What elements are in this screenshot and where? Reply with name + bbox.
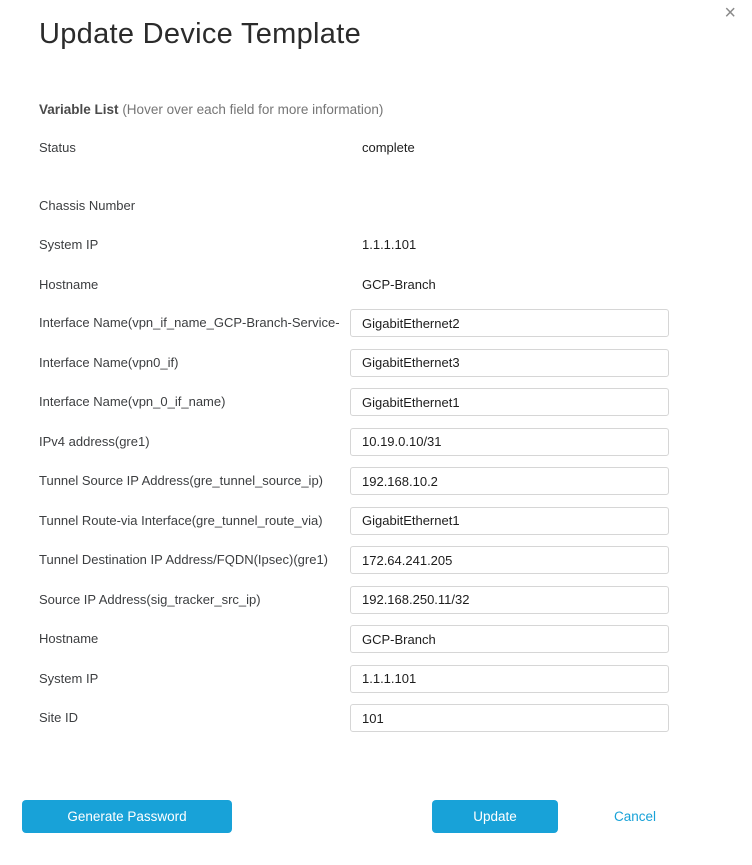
interface-name-vpn0-if-input[interactable]: [350, 349, 669, 377]
variable-list-label: Variable List: [39, 102, 119, 117]
field-row-site-id: [39, 704, 669, 732]
field-label: IPv4 address(gre1): [39, 433, 150, 449]
field-label: Status: [39, 140, 76, 155]
field-row-ipv4-address-gre1: [39, 428, 669, 456]
variable-list-hint-text: (Hover over each field for more information): [122, 102, 384, 117]
field-row-interface-name-service: [39, 309, 669, 337]
field-label: Chassis Number: [39, 198, 136, 213]
variable-list: [39, 139, 669, 732]
field-label: Hostname: [39, 631, 99, 646]
close-icon[interactable]: ×: [724, 2, 736, 24]
field-row-interface-name-vpn-0-if-name: [39, 388, 669, 416]
field-row-tunnel-destination-ip: [39, 546, 669, 574]
field-label: System IP: [39, 670, 99, 686]
field-row-hostname-input: [39, 625, 669, 653]
field-row-interface-name-vpn0-if: [39, 349, 669, 377]
source-ip-tracker-input[interactable]: [350, 586, 669, 614]
hostname-value: GCP-Branch: [362, 277, 436, 292]
field-row-system-ip: [39, 236, 669, 254]
field-row-system-ip-input: [39, 665, 669, 693]
interface-name-service-input[interactable]: [350, 309, 669, 337]
site-id-input[interactable]: [350, 704, 669, 732]
field-row-chassis-number: [39, 197, 669, 215]
field-label: Tunnel Destination IP Address/FQDN(Ipsec)(gre1): [39, 552, 329, 567]
field-label: Tunnel Route-via Interface(gre_tunnel_route_via): [39, 512, 323, 528]
field-label: Site ID: [39, 710, 79, 725]
variable-list-heading: [39, 102, 383, 117]
field-label: Source IP Address(sig_tracker_src_ip): [39, 591, 261, 607]
field-row-status: [39, 139, 669, 157]
field-label: Interface Name(vpn0_if): [39, 354, 179, 370]
field-row-hostname: [39, 276, 669, 294]
status-value: complete: [362, 140, 415, 155]
field-label: System IP: [39, 237, 99, 252]
update-button[interactable]: Update: [432, 800, 558, 833]
field-label: Hostname: [39, 277, 99, 292]
cancel-button[interactable]: Cancel: [614, 800, 656, 833]
field-label: Interface Name(vpn_if_name_GCP-Branch-Service-: [39, 315, 340, 330]
dialog-title: Update Device Template: [39, 18, 362, 50]
hostname-input[interactable]: [350, 625, 669, 653]
system-ip-input[interactable]: [350, 665, 669, 693]
tunnel-route-via-input[interactable]: [350, 507, 669, 535]
tunnel-destination-ip-input[interactable]: [350, 546, 669, 574]
ipv4-address-gre1-input[interactable]: [350, 428, 669, 456]
field-row-tunnel-route-via: [39, 507, 669, 535]
field-row-source-ip-tracker: [39, 586, 669, 614]
field-label: Tunnel Source IP Address(gre_tunnel_source_ip): [39, 473, 324, 488]
field-label: Interface Name(vpn_0_if_name): [39, 394, 226, 409]
interface-name-vpn-0-if-name-input[interactable]: [350, 388, 669, 416]
generate-password-button[interactable]: Generate Password: [22, 800, 232, 833]
system-ip-value: 1.1.1.101: [362, 237, 417, 252]
tunnel-source-ip-input[interactable]: [350, 467, 669, 495]
field-row-tunnel-source-ip: [39, 467, 669, 495]
